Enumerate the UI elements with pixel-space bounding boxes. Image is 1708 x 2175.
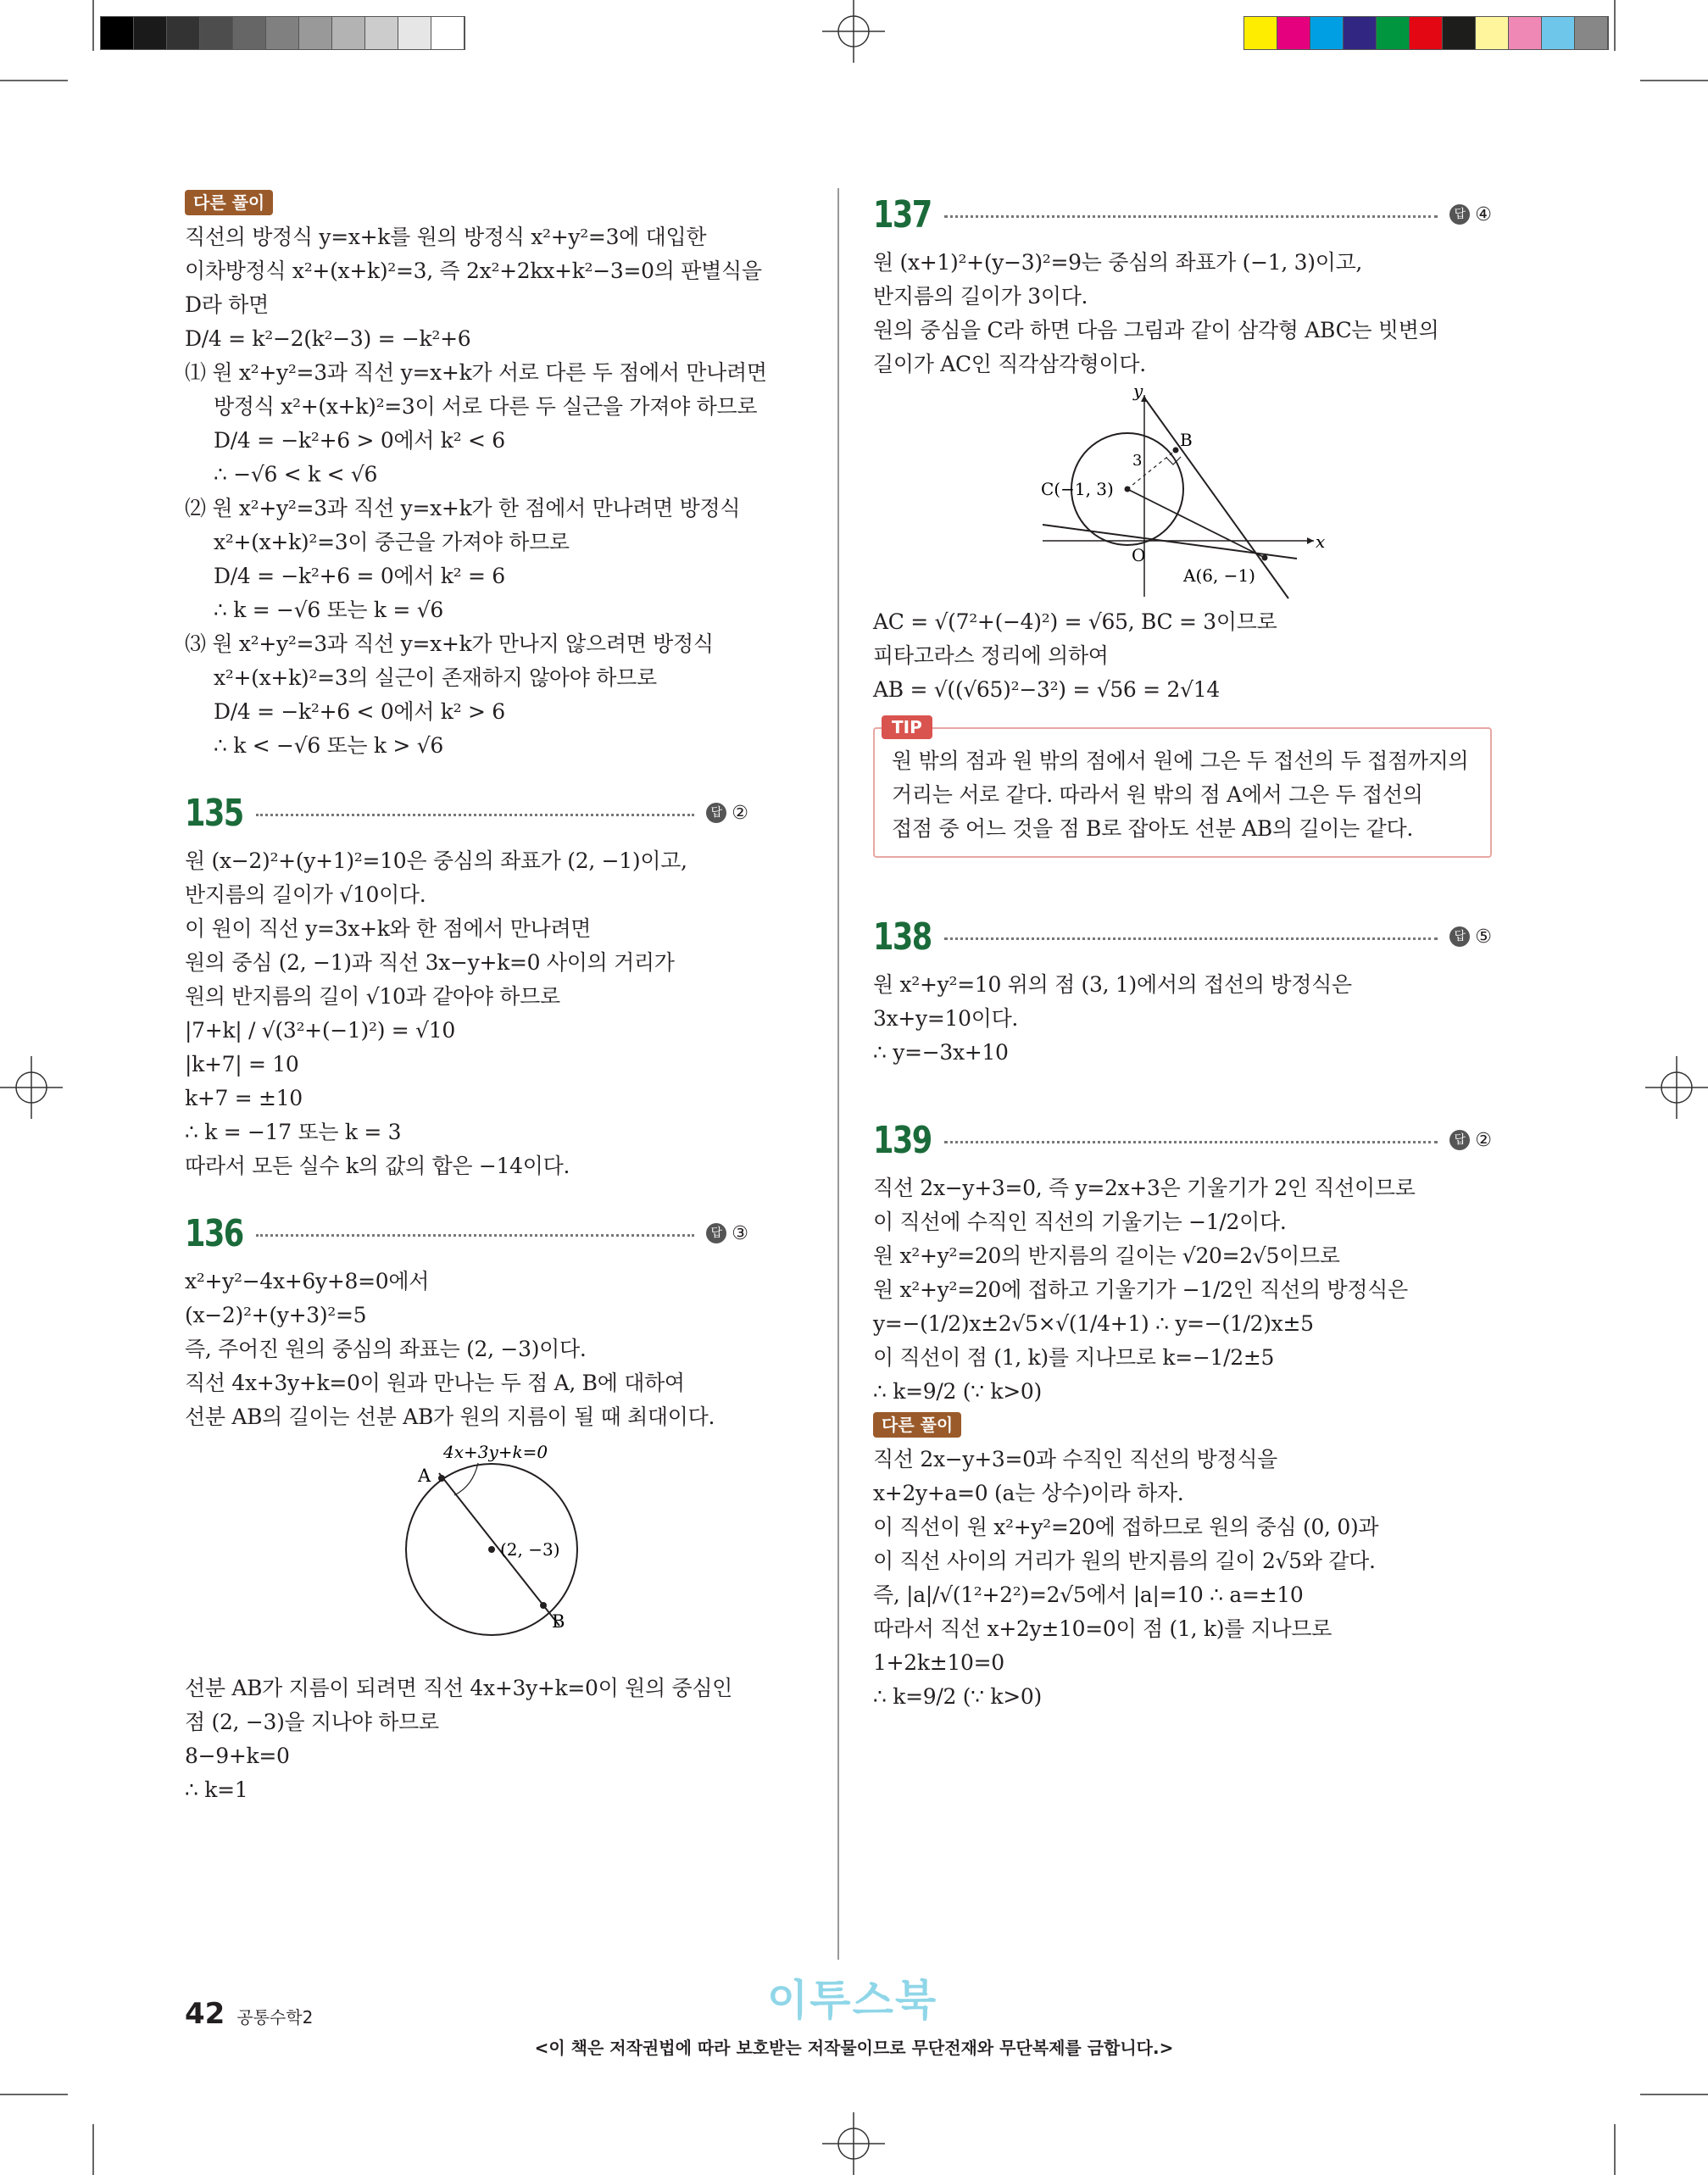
color-swatch: [1575, 17, 1608, 49]
color-swatch: [1277, 17, 1310, 49]
leader-dots: [256, 814, 694, 816]
color-swatch: [200, 17, 233, 49]
problem-header: [873, 909, 1492, 965]
text-line: 원의 중심을 C라 하면 다음 그림과 같이 삼각형 ABC는 빗변의: [873, 318, 1439, 342]
text-line: 거리는 서로 같다. 따라서 원 밖의 점 A에서 그은 두 접선의: [892, 782, 1423, 807]
text-line: 접점 중 어느 것을 점 B로 잡아도 선분 AB의 길이는 같다.: [892, 816, 1414, 841]
text-line: 직선 2x−y+3=0, 즉 y=2x+3은 기울기가 2인 직선이므로: [873, 1176, 1416, 1200]
answer-mark-icon: 답: [706, 1223, 726, 1243]
color-swatch: [266, 17, 299, 49]
text-line: ∴ k = −√6 또는 k = √6: [214, 598, 443, 622]
tip-lines: [892, 744, 1473, 846]
problem-138: [873, 909, 1492, 1070]
color-swatch: [233, 17, 266, 49]
problem-number: 137: [873, 192, 932, 236]
text-line: ∴ y=−3x+10: [873, 1040, 1009, 1065]
tangent-line-2: [1043, 525, 1297, 559]
text-line: |7+k| / √(3²+(−1)²) = √10: [185, 1018, 455, 1043]
text-line: 따라서 직선 x+2y±10=0이 점 (1, k)를 지나므로: [873, 1616, 1332, 1641]
color-swatch: [101, 17, 134, 49]
text-line: 점 (2, −3)을 지나야 하므로: [185, 1710, 439, 1734]
text-line: 이 직선이 점 (1, k)를 지나므로 k=−1/2±5: [873, 1345, 1275, 1370]
problem-139: [873, 1112, 1492, 1714]
page-footer: [185, 1997, 313, 2031]
color-swatch: [167, 17, 200, 49]
text-line: AC = √(7²+(−4)²) = √65, BC = 3이므로: [873, 609, 1277, 634]
right-column: [873, 186, 1492, 1714]
point-a-label: A(6, −1): [1183, 565, 1255, 586]
text-line: x+2y+a=0 (a는 상수)이라 하자.: [873, 1481, 1184, 1505]
leader-dots: [256, 1234, 694, 1237]
text-line: x²+y²−4x+6y+8=0에서: [185, 1269, 430, 1293]
text-line: y=−(1/2)x±2√5×√(1/4+1) ∴ y=−(1/2)x±5: [873, 1311, 1314, 1336]
answer-mark-icon: 답: [706, 803, 726, 823]
answer-mark-icon: 답: [1449, 204, 1470, 225]
point-b-label: B: [552, 1611, 565, 1632]
text-line: 선분 AB가 지름이 되려면 직선 4x+3y+k=0이 원의 중심인: [185, 1676, 733, 1700]
origin-label: O: [1132, 545, 1146, 565]
problem-header: [185, 1205, 748, 1261]
text-line: 원 밖의 점과 원 밖의 점에서 원에 그은 두 접선의 두 접점까지의: [892, 748, 1469, 773]
alt-solution-139: [873, 1409, 1492, 1714]
alt-solution-badge: 다른 풀이: [185, 190, 273, 215]
point-b-label: B: [1180, 430, 1193, 450]
text-line: ∴ k=1: [185, 1777, 248, 1802]
alt-solution-badge: 다른 풀이: [873, 1412, 961, 1438]
answer-mark-icon: 답: [1449, 926, 1470, 947]
circle-chord-figure: [185, 1439, 748, 1668]
text-line: 반지름의 길이가 3이다.: [873, 284, 1088, 309]
color-swatch: [1509, 17, 1542, 49]
text-line: ∴ k = −17 또는 k = 3: [185, 1120, 402, 1144]
segment-ca: [1127, 489, 1265, 558]
text-line: D/4 = −k²+6 > 0에서 k² < 6: [214, 428, 505, 453]
text-line: D라 하면: [185, 292, 269, 317]
center-label: (2, −3): [500, 1539, 560, 1560]
solution-lines: [185, 844, 748, 1183]
text-line: D/4 = −k²+6 = 0에서 k² = 6: [214, 564, 505, 588]
answer-mark-icon: 답: [1449, 1130, 1470, 1150]
color-swatch: [332, 17, 365, 49]
text-line: 이 원이 직선 y=3x+k와 한 점에서 만나려면: [185, 916, 592, 941]
problem-header: [873, 186, 1492, 242]
text-line: 따라서 모든 실수 k의 값의 합은 −14이다.: [185, 1154, 570, 1178]
text-line: |k+7| = 10: [185, 1052, 299, 1076]
answer-value: ⑤: [1475, 926, 1492, 948]
point-a-dot: [438, 1475, 445, 1482]
left-column: [185, 186, 767, 1807]
gray-calibration-bar: [100, 16, 465, 50]
column-divider: [837, 188, 839, 1960]
tip-label: TIP: [882, 715, 932, 739]
answer-value: ④: [1475, 203, 1492, 225]
leader-dots: [944, 215, 1438, 218]
book-title: 공통수학2: [236, 2007, 314, 2028]
text-line: 이 직선에 수직인 직선의 기울기는 −1/2이다.: [873, 1210, 1287, 1234]
problem-137: [873, 186, 1492, 858]
color-swatch: [1476, 17, 1509, 49]
y-axis-label: y: [1133, 385, 1143, 401]
problem-number: 139: [873, 1118, 932, 1162]
text-line: 이차방정식 x²+(x+k)²=3, 즉 2x²+2kx+k²−3=0의 판별식을: [185, 259, 762, 283]
text-line: 원의 반지름의 길이 √10과 같아야 하므로: [185, 984, 560, 1009]
problem-number: 138: [873, 915, 932, 959]
text-line: 1+2k±10=0: [873, 1650, 1004, 1675]
text-line: k+7 = ±10: [185, 1086, 303, 1110]
point-b-dot: [540, 1602, 547, 1609]
problem-header: [185, 785, 748, 841]
color-calibration-bar: [1243, 16, 1609, 50]
text-line: ∴ k=9/2 (∵ k>0): [873, 1684, 1042, 1709]
copyright-notice: <이 책은 저작권법에 따라 보호받는 저작물이므로 무단전재와 무단복제를 금합니다.>: [534, 2038, 1174, 2058]
solution-lines: [873, 968, 1492, 1070]
text-line: 이 직선이 원 x²+y²=20에 접하므로 원의 중심 (0, 0)과: [873, 1515, 1379, 1539]
answer: [1449, 204, 1492, 225]
text-line: 원 x²+y²=20에 접하고 기울기가 −1/2인 직선의 방정식은: [873, 1277, 1408, 1302]
answer-value: ②: [1475, 1129, 1492, 1151]
text-line: 방정식 x²+(x+k)²=3이 서로 다른 두 실근을 가져야 하므로: [214, 394, 758, 419]
text-line: 원 x²+y²=10 위의 점 (3, 1)에서의 접선의 방정식은: [873, 972, 1352, 997]
answer: [706, 1223, 748, 1244]
line-label: 4x+3y+k=0: [443, 1442, 548, 1462]
solution-lines: [185, 1265, 748, 1434]
text-line: 이 직선 사이의 거리가 원의 반지름의 길이 2√5와 같다.: [873, 1549, 1376, 1573]
answer: [1449, 1130, 1492, 1151]
center-label: C(−1, 3): [1041, 479, 1114, 499]
point-a-dot: [1262, 555, 1268, 561]
text-line: 직선 4x+3y+k=0이 원과 만나는 두 점 A, B에 대하여: [185, 1371, 685, 1395]
problem-136: [185, 1205, 748, 1807]
text-line: 길이가 AC인 직각삼각형이다.: [873, 352, 1146, 376]
solution-lines: [873, 246, 1492, 381]
answer: [1449, 926, 1492, 948]
text-line: 피타고라스 정리에 의하여: [873, 643, 1109, 668]
text-line: ∴ k=9/2 (∵ k>0): [873, 1379, 1042, 1404]
text-line: 즉, |a|/√(1²+2²)=2√5에서 |a|=10 ∴ a=±10: [873, 1583, 1304, 1607]
leader-dots: [944, 1141, 1438, 1143]
center-dot: [1125, 487, 1131, 492]
leader-dots: [944, 937, 1438, 940]
color-swatch: [1310, 17, 1344, 49]
text-line: 3x+y=10이다.: [873, 1006, 1019, 1031]
text-line: D/4 = k²−2(k²−3) = −k²+6: [185, 326, 471, 351]
text-line: 즉, 주어진 원의 중심의 좌표는 (2, −3)이다.: [185, 1337, 587, 1361]
color-swatch: [1244, 17, 1277, 49]
solution-lines: [185, 1672, 748, 1807]
answer-value: ②: [732, 802, 748, 824]
text-line: 반지름의 길이가 √10이다.: [185, 882, 426, 907]
text-line: AB = √((√65)²−3²) = √56 = 2√14: [873, 677, 1220, 702]
text-line: 원 (x−2)²+(y+1)²=10은 중심의 좌표가 (2, −1)이고,: [185, 848, 687, 873]
color-swatch: [1377, 17, 1410, 49]
text-line: ∴ k < −√6 또는 k > √6: [214, 733, 443, 758]
tip-box: [873, 717, 1492, 858]
alt-solution-lines: [185, 220, 767, 763]
text-line: 8−9+k=0: [185, 1744, 290, 1768]
center-dot: [488, 1546, 495, 1553]
text-line: 직선 2x−y+3=0과 수직인 직선의 방정식을: [873, 1447, 1278, 1471]
color-swatch: [1344, 17, 1377, 49]
text-line: ⑴ 원 x²+y²=3과 직선 y=x+k가 서로 다른 두 점에서 만나려면: [185, 360, 767, 385]
text-line: 원 x²+y²=20의 반지름의 길이는 √20=2√5이므로: [873, 1243, 1340, 1268]
color-swatch: [365, 17, 398, 49]
alt-solution-lines: [873, 1443, 1492, 1714]
point-a-label: A: [418, 1466, 431, 1486]
text-line: 원의 중심 (2, −1)과 직선 3x−y+k=0 사이의 거리가: [185, 950, 675, 975]
color-swatch: [1443, 17, 1476, 49]
solution-lines: [873, 605, 1492, 707]
answer-value: ③: [732, 1222, 748, 1244]
text-line: ∴ −√6 < k < √6: [214, 462, 378, 487]
problem-header: [873, 1112, 1492, 1168]
color-swatch: [431, 17, 465, 49]
text-line: 선분 AB의 길이는 선분 AB가 원의 지름이 될 때 최대이다.: [185, 1405, 715, 1429]
tangent-figure: [873, 385, 1492, 605]
color-swatch: [134, 17, 167, 49]
x-axis-arrow-icon: [1307, 537, 1314, 544]
color-swatch: [1410, 17, 1443, 49]
color-swatch: [299, 17, 332, 49]
color-swatch: [398, 17, 431, 49]
radius-label: 3: [1132, 452, 1143, 470]
text-line: D/4 = −k²+6 < 0에서 k² > 6: [214, 699, 505, 724]
text-line: 원 (x+1)²+(y−3)²=9는 중심의 좌표가 (−1, 3)이고,: [873, 250, 1363, 275]
text-line: x²+(x+k)²=3이 중근을 가져야 하므로: [214, 530, 570, 554]
text-line: 직선의 방정식 y=x+k를 원의 방정식 x²+y²=3에 대입한: [185, 225, 707, 249]
color-swatch: [1542, 17, 1575, 49]
problem-number: 136: [185, 1211, 243, 1255]
alt-solution-134: [185, 186, 767, 763]
problem-135: [185, 785, 748, 1183]
text-line: x²+(x+k)²=3의 실근이 존재하지 않아야 하므로: [214, 665, 657, 690]
text-line: ⑵ 원 x²+y²=3과 직선 y=x+k가 한 점에서 만나려면 방정식: [185, 496, 741, 520]
answer: [706, 803, 748, 824]
publisher-logo: 이투스북: [767, 1976, 938, 2025]
text-line: (x−2)²+(y+3)²=5: [185, 1303, 367, 1327]
x-axis-label: x: [1316, 531, 1326, 552]
point-b-dot: [1173, 448, 1179, 453]
text-line: ⑶ 원 x²+y²=3과 직선 y=x+k가 만나지 않으려면 방정식: [185, 631, 714, 656]
page-number: 42: [185, 1997, 225, 2031]
problem-number: 135: [185, 791, 243, 835]
solution-lines: [873, 1171, 1492, 1409]
